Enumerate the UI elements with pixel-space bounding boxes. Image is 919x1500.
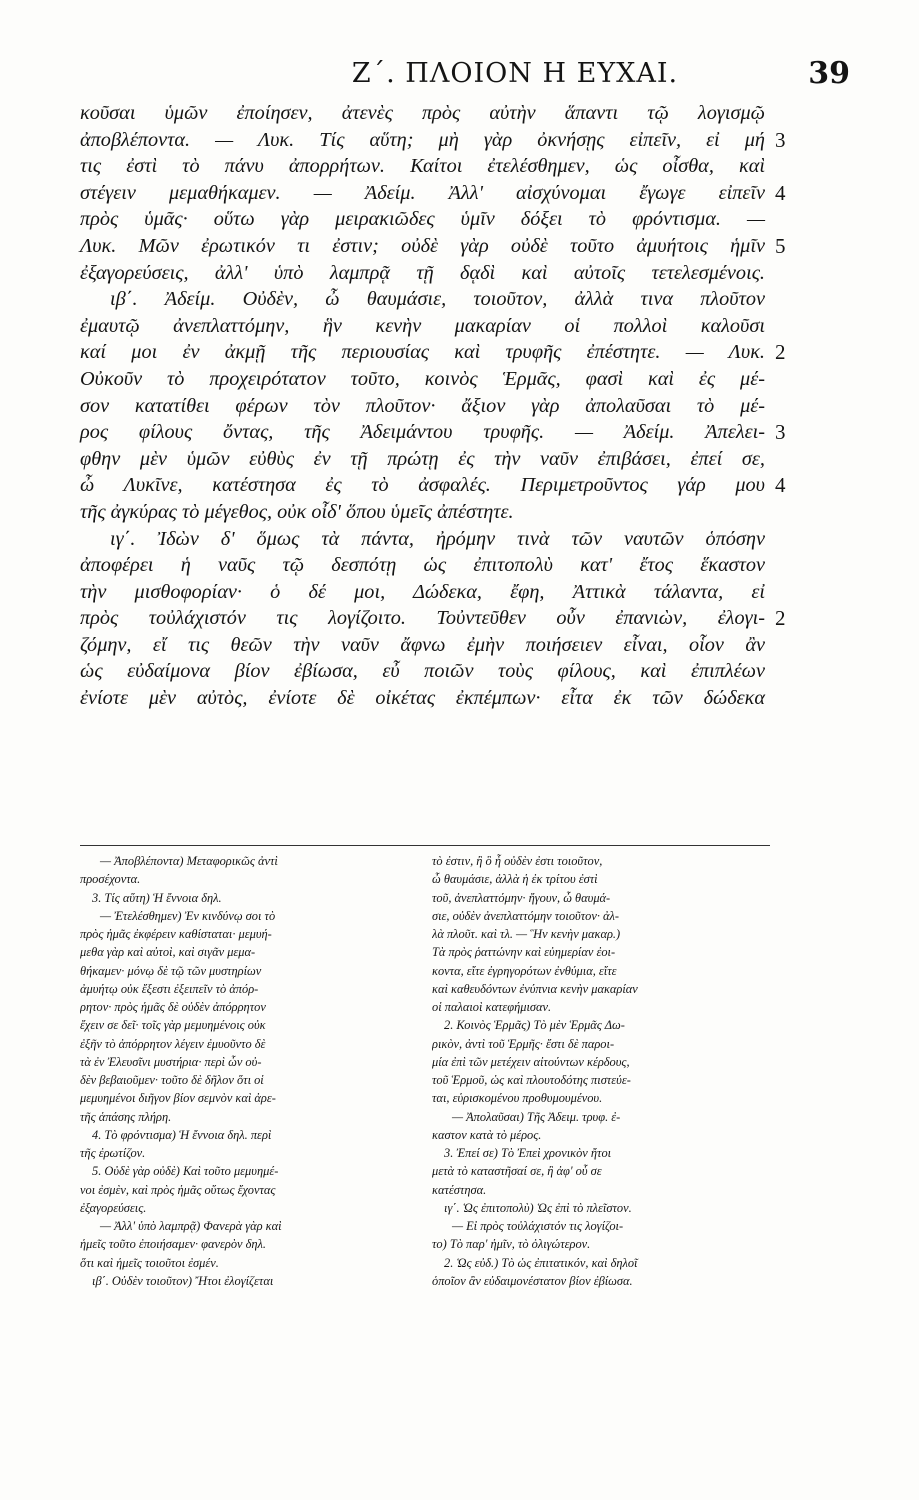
text-line-content: ρος φίλους ὄντας, τῆς Ἀδειμάντου τρυφῆς. — Ἀδείμ. Ἀπελει- (80, 421, 765, 444)
footnote-line: — Ἐτελέσθημεν) Ἐν κινδύνῳ σοι τὸ (100, 908, 276, 923)
footnote-line: — Ἀλλ' ὑπὸ λαμπρᾷ) Φανερὰ γὰρ καὶ (100, 1219, 282, 1233)
footnote-line: ὦ θαυμάσιε, ἀλλὰ ἡ ἐκ τρίτου ἐστὶ (432, 872, 598, 887)
text-line (80, 127, 850, 154)
text-line (80, 366, 850, 393)
running-title: Ζ΄. ΠΛΟΙΟΝ Η ΕΥΧΑΙ. (351, 58, 679, 89)
text-line (80, 472, 850, 499)
footnote-line: ρητον· πρὸς ἡμᾶς δὲ οὐδὲν ἀπόρρητον (80, 1000, 266, 1014)
text-line-content: στέγειν μεμαθήκαμεν. — Ἀδείμ. Ἀλλ' αἰσχύνομαι ἔγωγε εἰπεῖν (80, 181, 765, 204)
text-line-content: καί μοι ἐν ἀκμῇ τῆς περιουσίας καὶ τρυφῆς ἐπέστητε. — Λυκ. (80, 341, 765, 364)
text-line (80, 499, 850, 526)
footnotes-right-column (432, 852, 772, 1290)
footnote-line: το) Τὸ παρ' ἡμῖν, τὸ ὀλιγώτερον. (432, 1237, 591, 1252)
footnote-line: ἡμεῖς τοῦτο ἐποιήσαμεν· φανερὸν δηλ. (80, 1237, 266, 1252)
text-line (80, 286, 850, 313)
text-line-content: Λυκ. Μῶν ἐρωτικόν τι ἐστιν; οὐδὲ γὰρ οὐδὲ τοῦτο ἀμυήτοις ἡμῖν (80, 234, 765, 257)
footnote-line: πρὸς ἡμᾶς ἐκφέρειν καθίσταται· μεμυή- (80, 927, 272, 941)
text-line-content: τῆς ἀγκύρας τὸ μέγεθος, οὐκ οἶδ' ὅπου ὑμεῖς ἀπέστητε. (80, 500, 514, 523)
footnote-line: ρικὸν, ἀντὶ τοῦ Ἑρμῆς· ἔστι δὲ παροι- (432, 1036, 615, 1051)
text-line-content: ζόμην, εἴ τις θεῶν τὴν ναῦν ἄφνω ἐμὴν ποιήσειεν εἶναι, οἷον ἂν (80, 633, 765, 656)
footnote-line: δὲν βεβαιοῦμεν· τοῦτο δὲ δῆλον ὅτι οἱ (80, 1073, 264, 1087)
footnote-line: 5. Οὐδὲ γὰρ οὐδὲ) Καὶ τοῦτο μεμυημέ- (92, 1164, 279, 1179)
text-line-content: ἐνίοτε μὲν αὐτὸς, ἐνίοτε δὲ οἰκέτας ἐκπέμπων· εἶτα ἐκ τῶν δώδεκα (80, 687, 765, 710)
text-line-content: σον κατατίθει φέρων τὸν πλοῦτον· ἄξιον γὰρ ἀπολαῦσαι τὸ μέ- (80, 394, 765, 417)
footnote-line: — Ἀποβλέποντα) Μεταφορικῶς ἀντὶ (100, 854, 278, 868)
text-line (80, 632, 850, 659)
footnote-line: ιβ΄. Οὐδὲν τοιοῦτον) Ἤτοι ἐλογίζεται (92, 1273, 274, 1288)
footnote-line: ἐξαγορεύσεις. (80, 1200, 147, 1215)
footnote-line: νοι ἐσμὲν, καὶ πρὸς ἡμᾶς οὕτως ἔχοντας (80, 1182, 276, 1197)
footnote-line: Τὰ πρὸς ῥαττώνην καὶ εὐημερίαν ἐοι- (432, 945, 616, 960)
text-line (80, 552, 850, 579)
footnote-line: τῆς ἁπάσης πλήρη. (80, 1109, 172, 1124)
text-line-content: ἀποβλέποντα. — Λυκ. Τίς αὕτη; μὴ γὰρ ὀκνήσῃς εἰπεῖν, εἰ μή (80, 128, 765, 151)
running-head (70, 58, 850, 98)
footnote-line: 3. Ἐπεί σε) Τὸ Ἐπεὶ χρονικὸν ἤτοι (444, 1146, 612, 1160)
footnote-line: ὅτι καὶ ἡμεῖς τοιοῦτοι ἐσμέν. (80, 1255, 219, 1270)
text-line-content: πρὸς τοὐλάχιστόν τις λογίζοιτο. Τοὐντεῦθεν οὖν ἐπανιὼν, ἐλογι- (80, 607, 765, 630)
footnote-line: — Εἰ πρὸς τοὐλάχιστόν τις λογίζοι- (452, 1219, 624, 1233)
margin-line-number: 2 (775, 606, 786, 631)
footnote-line: μεμυημένοι διῆγον βίον σεμνὸν καὶ ἀρε- (80, 1091, 276, 1106)
page-number: 39 (808, 56, 850, 91)
footnote-line: ται, εὑρισκομένου προθυμουμένου. (432, 1091, 603, 1106)
footnote-line: ἔχειν σε δεῖ· τοῖς γὰρ μεμυημένοις οὐκ (80, 1018, 266, 1033)
text-line (80, 419, 850, 446)
text-line (80, 100, 850, 127)
margin-line-number: 5 (775, 233, 786, 258)
footnotes-left-column (80, 852, 425, 1290)
footnote-line: — Ἀπολαῦσαι) Τῆς Ἀδειμ. τρυφ. ἐ- (452, 1109, 621, 1124)
main-text-block (80, 100, 850, 712)
footnote-line: κοντα, εἴτε ἐγρηγορότων ἐνθύμια, εἴτε (432, 963, 617, 978)
text-line (80, 685, 850, 712)
footnote-line: προσέχοντα. (80, 872, 141, 887)
text-line (80, 446, 850, 473)
margin-line-number: 2 (775, 340, 786, 365)
margin-line-number: 4 (775, 473, 786, 498)
footnote-line: οἱ παλαιοὶ κατεφήμισαν. (432, 1000, 552, 1014)
text-line-content: κοῦσαι ὑμῶν ἐποίησεν, ἀτενὲς πρὸς αὐτὴν ἅπαντι τῷ λογισμῷ (80, 102, 765, 124)
text-line (80, 526, 850, 553)
text-line-content: Οὐκοῦν τὸ προχειρότατον τοῦτο, κοινὸς Ἑρμᾶς, φασὶ καὶ ἐς μέ- (80, 367, 765, 390)
text-line-content: τὴν μισθοφορίαν· ὁ δέ μοι, Δώδεκα, ἔφη, Ἀττικὰ τάλαντα, εἰ (80, 580, 765, 603)
footnote-line: τὰ ἐν Ἐλευσῖνι μυστήρια· περὶ ὧν οὐ- (80, 1054, 262, 1069)
text-line-content: ὦ Λυκῖνε, κατέστησα ἐς τὸ ἀσφαλές. Περιμετροῦντος γάρ μου (80, 474, 765, 497)
footnote-line: 4. Τὸ φρόντισμα) Ἡ ἔννοια δηλ. περὶ (92, 1127, 272, 1142)
footnote-line: τῆς ἐρωτίζον. (80, 1146, 146, 1160)
footnote-line: ὁποῖον ἂν εὐδαιμονέστατον βίον ἐβίωσα. (432, 1273, 633, 1288)
text-line (80, 313, 850, 340)
footnote-line: μία ἐπὶ τῶν μετέχειν αἰτούντων κέρδους, (432, 1054, 630, 1069)
margin-line-number: 3 (775, 420, 786, 445)
text-line (80, 206, 850, 233)
text-line (80, 605, 850, 632)
text-line-content: πρὸς ὑμᾶς· οὕτω γὰρ μειρακιῶδες ὑμῖν δόξει τὸ φρόντισμα. — (80, 208, 765, 231)
text-line-content: ιβ΄. Ἀδείμ. Οὐδὲν, ὦ θαυμάσιε, τοιοῦτον, ἀλλὰ τινα πλοῦτον (110, 288, 765, 311)
text-line (80, 658, 850, 685)
text-line (80, 153, 850, 180)
footnote-line: τὸ ἐστιν, ἢ ὃ ἦ οὐδὲν ἐστι τοιοῦτον, (432, 854, 603, 868)
footnote-divider (80, 845, 770, 846)
text-line-content: ἀποφέρει ἡ ναῦς τῷ δεσπότῃ ὡς ἐπιτοπολὺ κατ' ἔτος ἕκαστον (80, 554, 765, 577)
footnote-line: καὶ καθευδόντων ἐνύπνια κενὴν μακαρίαν (432, 981, 638, 996)
footnote-line: τοῦ Ἑρμοῦ, ὡς καὶ πλουτοδότης πιστεύε- (432, 1073, 631, 1087)
footnote-line: μεθα γὰρ καὶ αὐτοὶ, καὶ σιγᾶν μεμα- (80, 945, 256, 960)
text-line-content: ὡς εὐδαίμονα βίον ἐβίωσα, εὖ ποιῶν τοὺς φίλους, καὶ ἐπιπλέων (80, 660, 765, 683)
text-line-content: φθην μὲν ὑμῶν εὐθὺς ἐν τῇ πρώτῃ ἐς τὴν ναῦν ἐπιβάσει, ἐπεί σε, (80, 447, 765, 470)
text-line (80, 339, 850, 366)
text-line (80, 579, 850, 606)
footnote-line: ἐξῆν τὸ ἀπόρρητον λέγειν ἐμυοῦντο δὲ (80, 1036, 266, 1051)
text-line (80, 393, 850, 420)
text-line-content: ιγ΄. Ἰδὼν δ' ὅμως τὰ πάντα, ἠρόμην τινὰ τῶν ναυτῶν ὁπόσην (110, 527, 765, 550)
margin-line-number: 3 (775, 127, 786, 152)
footnote-line: καστον κατὰ τὸ μέρος. (432, 1127, 542, 1142)
text-line-content: τις ἐστὶ τὸ πάνυ ἀπορρήτων. Καίτοι ἐτελέσθημεν, ὡς οἶσθα, καὶ (80, 155, 765, 178)
text-line (80, 260, 850, 287)
footnote-line: θήκαμεν· μόνῳ δὲ τῷ τῶν μυστηρίων (80, 963, 262, 978)
footnote-line: 2. Ὡς εὐδ.) Τὸ ὡς ἐπιτατικόν, καὶ δηλοῖ (444, 1255, 638, 1270)
footnote-line: 2. Κοινὸς Ἑρμᾶς) Τὸ μὲν Ἑρμᾶς Δω- (444, 1018, 625, 1033)
footnote-line: σιε, οὐδὲν ἀνεπλαττόμην τοιοῦτον· ἀλ- (432, 908, 620, 923)
footnote-line: μετὰ τὸ καταστῆσαί σε, ἢ ἀφ' οὗ σε (432, 1164, 602, 1179)
footnote-line: λὰ πλοῦτ. καὶ τλ. — Ἣν κενὴν μακαρ.) (432, 927, 621, 941)
text-line-content: ἐμαυτῷ ἀνεπλαττόμην, ἣν κενὴν μακαρίαν οἱ πολλοὶ καλοῦσι (80, 314, 765, 337)
text-line (80, 233, 850, 260)
footnote-line: τοῦ, ἀνεπλαττόμην· ἤγουν, ὦ θαυμά- (432, 890, 611, 905)
footnote-line: κατέστησα. (432, 1182, 487, 1197)
footnote-line: ἀμυήτῳ οὐκ ἔξεστι ἐξειπεῖν τὸ ἀπόρ- (80, 981, 259, 996)
footnote-line: ιγ΄. Ὡς ἐπιτοπολὺ) Ὡς ἐπὶ τὸ πλεῖστον. (444, 1200, 632, 1215)
footnote-line: 3. Τίς αὕτη) Ἡ ἔννοια δηλ. (92, 890, 222, 905)
text-line (80, 180, 850, 207)
margin-line-number: 4 (775, 180, 786, 205)
text-line-content: ἐξαγορεύσεις, ἀλλ' ὑπὸ λαμπρᾷ τῇ δᾳδὶ καὶ αὐτοῖς τετελεσμένοις. (80, 261, 765, 284)
